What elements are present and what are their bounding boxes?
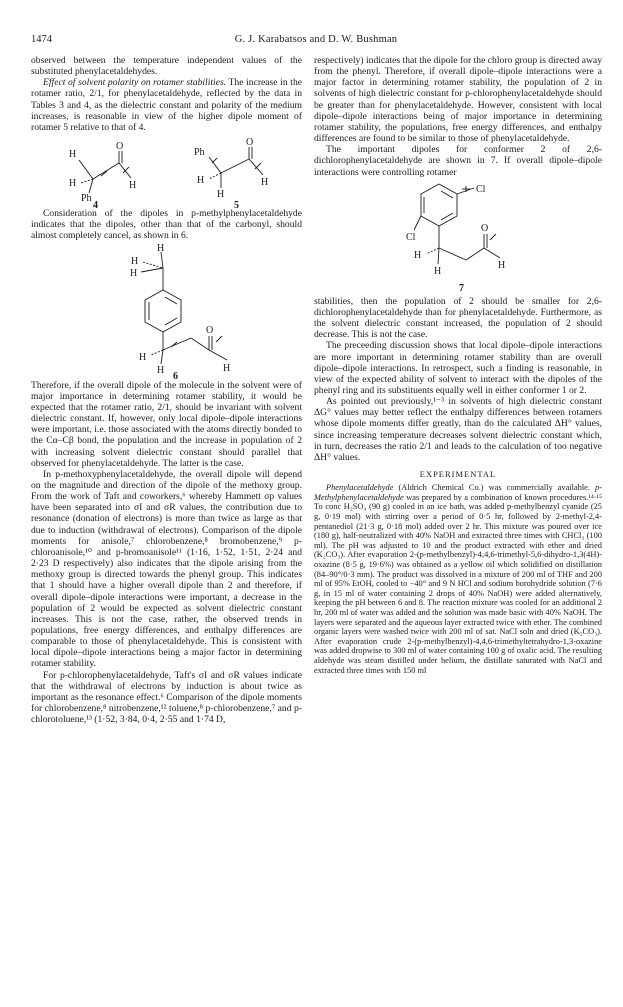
atom-label: H bbox=[223, 362, 231, 374]
atom-label: H bbox=[217, 189, 225, 201]
atom-label: H bbox=[434, 265, 442, 277]
atom-label: H bbox=[498, 259, 506, 271]
paragraph bbox=[31, 77, 302, 133]
compound-number: 7 bbox=[459, 282, 464, 294]
running-head: G. J. Karabatsos and D. W. Bushman bbox=[234, 34, 398, 45]
atom-label: H bbox=[69, 178, 77, 190]
atom-label: H bbox=[130, 267, 138, 279]
atom-label: H bbox=[261, 177, 269, 189]
structure-figure-4-5 bbox=[31, 133, 302, 208]
atom-label: H bbox=[414, 249, 422, 261]
paragraph: Therefore, if the overall dipole of the molecule in the solvent were of major importance in determining rotamer stability, it would be expected that the rotamer ratio, 2/1, should be invariant with solvent dielectric constant. If, however, only local dipole–dipole interactions were important, i.e. those associated with the atoms directly bonded to the Cα–Cβ bond, the population and the increase in population of 2 with increasing solvent dielectric constant should parallel that observed for phenylacetaldehyde. The latter is the case. bbox=[31, 379, 302, 469]
atom-label: Cl bbox=[476, 183, 486, 195]
paragraph: As pointed out previously,¹⁻³ in solvents of high dielectric constant ΔG° values may better reflect the enthalpy differences between rotamers whose dipole moments differ greatly, than do the calculated ΔH° values, since increasing temperature decreases solvent dielectric constant which, in turn, decreases the ratio 2/1 and leads to the calculation of too negative ΔH° values. bbox=[314, 396, 602, 463]
paragraph: In p-methoxyphenylacetaldehyde, the overall dipole will depend on the magnitude and direction of the dipole of the methoxy group. From the work of Taft and coworkers,⁶ whereby Hammett σp values have been separated into σI and σR values, the contribution due to resonance (donation of electrons) is more than twice as large as that due to induction (withdrawal of electrons). Comparison of the dipole moments for anisole,⁷ chlorobenzene,⁸ bromobenzene,⁹ p-chloroanisole,¹⁰ and p-bromoanisole¹¹ (1·16, 1·52, 1·51, 2·24 and 2·23 D respectively) also indicates that the dipole arising from the methoxy group is directed towards the phenyl group. This indicates that 1 should have a higher overall dipole than 2 and therefore, if overall dipole–dipole interactions were important, a decrease in the population of 2 would be expected as solvent dielectric constant increases. This is not the case, rather, the observed trends in populations, free energy differences, and enthalpy differences are comparable to those of phenylacetaldehyde. This is consistent with local dipole–dipole interactions being a major factor in determining rotamer stability. bbox=[31, 468, 302, 670]
paragraph-text: The increase in the rotamer ratio, 2/1, for phenylacetaldehyde, reflected by the data in Tables 3 and 4, as the dielectric constant and polarity of the medium increases, is reasonable in view of the higher dipole moment of rotamer 5 relative to that of 4. bbox=[31, 77, 302, 133]
atom-label: Ph bbox=[194, 147, 205, 159]
right-column bbox=[314, 55, 602, 675]
atom-label: H bbox=[139, 351, 147, 363]
left-column bbox=[31, 55, 302, 725]
paragraph: For p-chlorophenylacetaldehyde, Taft's σI and σR values indicate that the withdrawal of electrons by induction is about twice as important as the resonance effect.⁶ Comparison of the dipole moments for chlorobenzene,⁸ nitrobenzene,¹² toluene,⁸ p-chlorobenzene,⁷ and p-chlorotoluene,¹³ (1·52, 3·84, 0·4, 2·55 and 1·74 D, bbox=[31, 669, 302, 726]
atom-label: Cl bbox=[406, 231, 416, 243]
section-run-in-heading: Effect of solvent polarity on rotamer stabilities. bbox=[43, 77, 227, 89]
paragraph: The important dipoles for conformer 2 of 2,6-dichlorophenylacetaldehyde are shown in 7. If overall dipole–dipole interactions were controlling rotamer bbox=[314, 144, 602, 178]
structure-figure-7 bbox=[314, 178, 602, 296]
atom-label: O bbox=[116, 141, 124, 153]
paragraph: Consideration of the dipoles in p-methylphenylacetaldehyde indicates that the dipoles, other than that of the carbonyl, should almost completely cancel, as shown in 6. bbox=[31, 208, 302, 242]
atom-label: O bbox=[481, 222, 489, 234]
compound-name: Phenylacetaldehyde bbox=[326, 483, 394, 493]
page-number: 1474 bbox=[31, 34, 52, 45]
paragraph: stabilities, then the population of 2 should be smaller for 2,6-dichlorophenylacetaldehyde than for phenylacetaldehyde. Furthermore, as the solvent dielectric constant increased, the population of 2 should decrease. This is not the case. bbox=[314, 295, 602, 341]
atom-label: H bbox=[69, 149, 77, 161]
page-header bbox=[31, 34, 601, 48]
atom-label: O bbox=[206, 324, 214, 336]
compound-number: 6 bbox=[173, 370, 178, 380]
compound-number: 4 bbox=[93, 200, 98, 209]
compound-number: 5 bbox=[234, 200, 239, 209]
atom-label: H bbox=[131, 255, 139, 267]
structure-figure-6 bbox=[31, 242, 302, 380]
atom-label: H bbox=[197, 175, 205, 187]
section-heading: EXPERIMENTAL bbox=[419, 469, 497, 480]
paragraph: The preceeding discussion shows that local dipole–dipole interactions are more important in determining rotamer stability than are overall dipole–dipole interactions. In retrospect, such a finding is reasonable, in view of the expected ability of solvent to interact with the dipoles of the phenyl ring and its substituents equally well in either conformer 1 or 2. bbox=[314, 340, 602, 396]
atom-label: H bbox=[157, 242, 165, 254]
atom-label: Ph bbox=[81, 193, 92, 205]
paragraph-text: was prepared by a combination of known procedures.¹⁴·¹⁵ To conc H₂SO₄ (90 g) cooled in an ice bath, was added p-methylbenzyl cyanide (25 g, 0·19 mol) with stirring over a period of 0·5 hr, followed by 2-methyl-2,4-pentanediol (21·3 g, 0·18 mol) added over 2 hr. This mixture was poured over ice (180 g), half-neutralized with 40% NaOH and extracted three times with CHCl₃ (100 ml). The pH was adjusted to 10 and the product extracted with ether and dried (K₂CO₃). After evaporation 2-(p-methylbenzyl)-4,4,6-trimethyl-5,6-dihydro-1,3(4H)-oxazine (8·5 g, 19·6%) was obtained as a yellow oil which solidified on distillation (84–90°/0·3 mm). The product was dissolved in a mixture of 200 ml of THF and 200 ml of 95% EtOH, cooled to −40° and 9 N HCl and sodium borohydride solution (7·6 g, in 15 ml of water containing 2 drops of 40% NaOH) were added alternatively, keeping the pH between 6 and 8. The reaction mixture was cooled for an additional 2 hr, 200 ml of water was added and the solution was made basic with 40% NaOH. The layers were separated and the aqueous layer extracted twice with ether. The combined organic layers were washed twice with 200 ml of sat. NaCl soln and dried (K₂CO₃). After evaporation crude 2-(p-methylbenzyl)-4,4,6-trimethyltetrahydro-1,3-oxazine was added dropwise to 300 ml of water containing 100 g of oxalic acid. The resulting aldehyde was steam distilled under helium, the distillate saturated with NaCl and extracted three times with 150 ml bbox=[314, 492, 602, 675]
atom-label: H bbox=[157, 364, 165, 376]
compound-name: p-Methylphenylacetaldehyde bbox=[314, 483, 602, 502]
paragraph: observed between the temperature independent values of the substituted phenylacetaldehydes. bbox=[31, 55, 302, 78]
paragraph bbox=[314, 483, 602, 675]
paragraph-text: (Aldrich Chemical Co.) was commercially available. bbox=[393, 483, 596, 493]
atom-label: O bbox=[246, 137, 254, 149]
paragraph: respectively) indicates that the dipole for the chloro group is directed away from the phenyl. Therefore, if overall dipole–dipole interactions were a major factor in determining rotamer stability, the population of 2 in solvents of high dielectric constant for p-chlorophenylacetaldehyde should be greater than for phenylacetaldehyde. However, consistent with local dipole–dipole interactions being of major importance in determining rotamer stability, the populations, free energy differences, and enthalpy differences are found to be similar to those of phenylacetaldehyde. bbox=[314, 55, 602, 145]
atom-label: H bbox=[129, 180, 137, 192]
